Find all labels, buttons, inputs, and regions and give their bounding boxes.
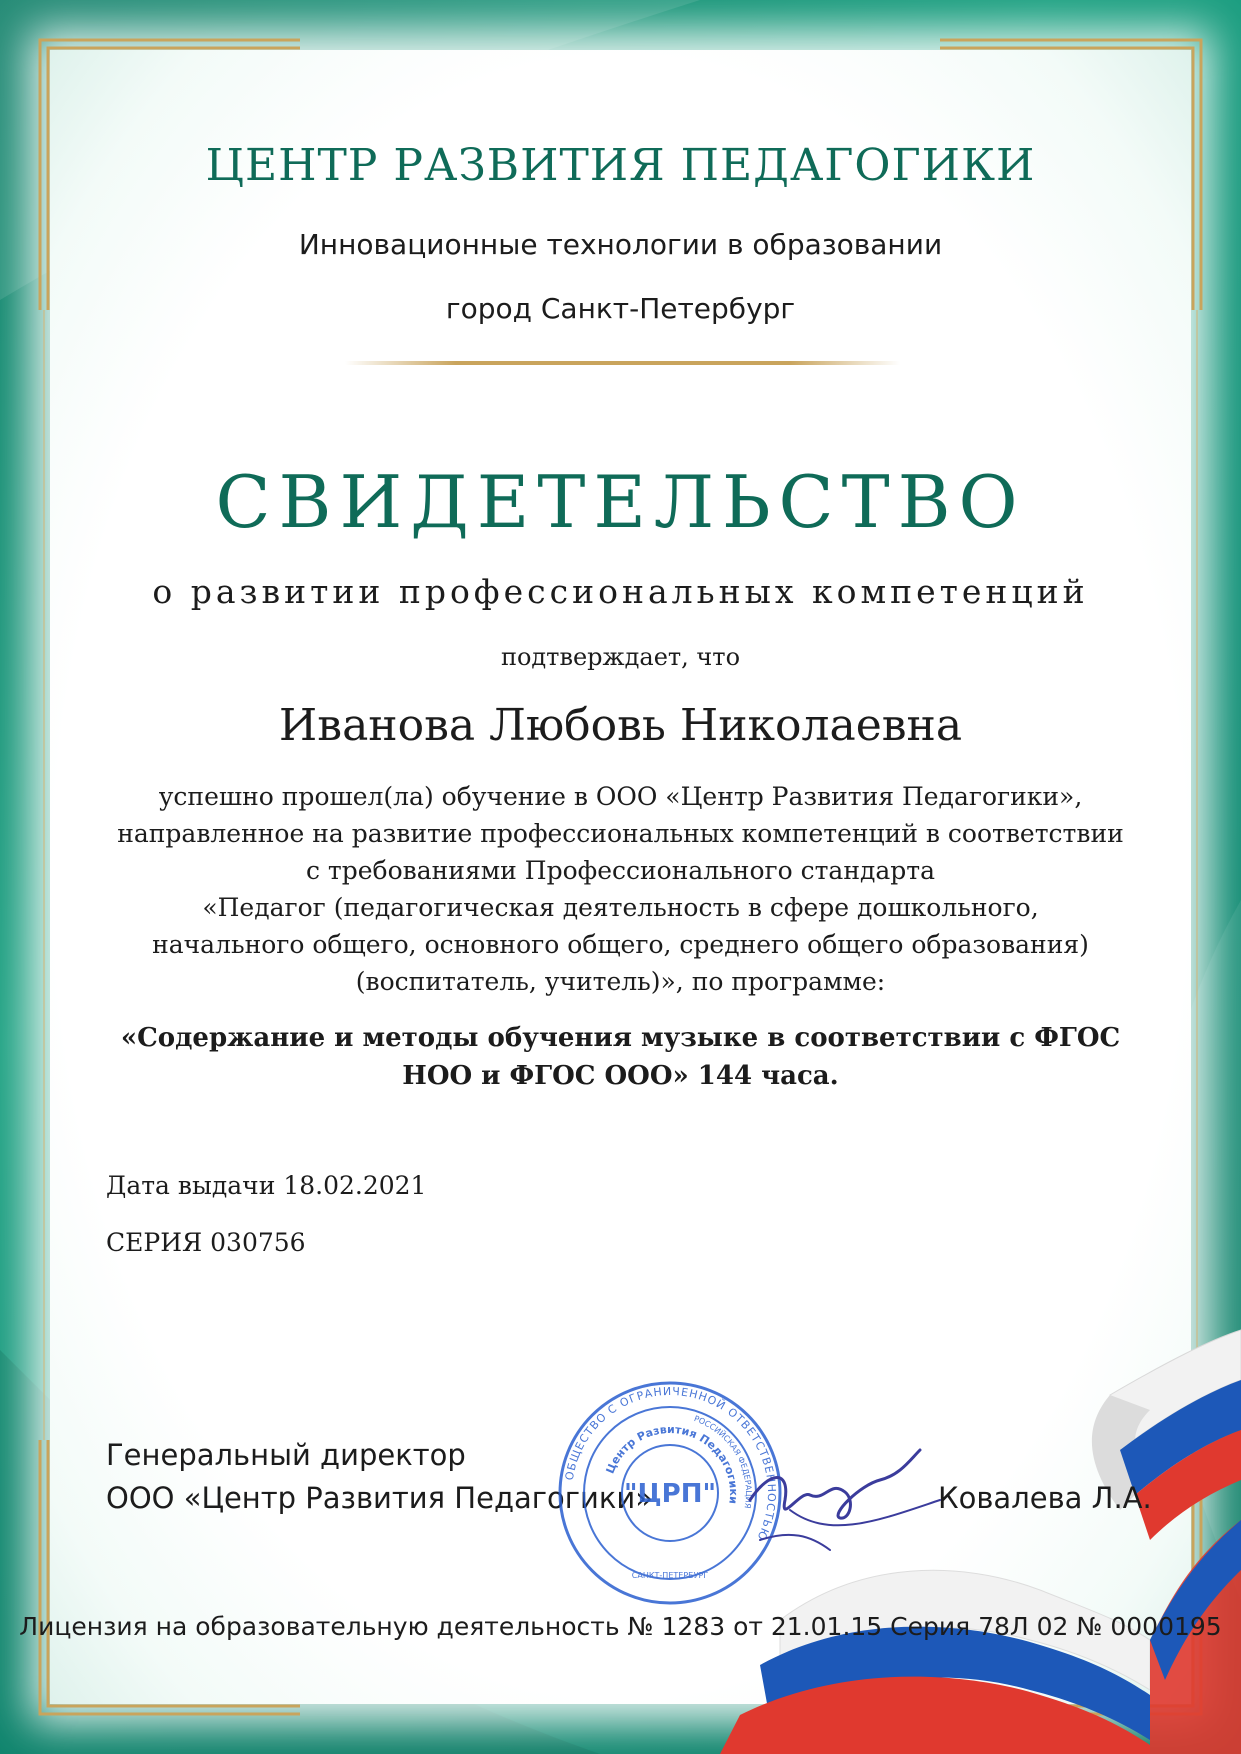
certificate-series: СЕРИЯ 030756 [106,1228,306,1257]
signatory-name: Ковалева Л.А. [938,1481,1152,1515]
issue-date: Дата выдачи 18.02.2021 [106,1171,427,1200]
handwritten-signature [730,1440,950,1560]
stamp-center-text: "ЦРП" [623,1479,717,1509]
body-line: успешно прошел(ла) обучение в ООО «Центр Развития Педагогики», [158,782,1083,811]
organization-city: город Санкт-Петербург [445,292,796,325]
organization-name: ЦЕНТР РАЗВИТИЯ ПЕДАГОГИКИ [205,140,1036,191]
organization-tagline: Инновационные технологии в образовании [298,228,943,261]
body-line: направленное на развитие профессиональных компетенций в соответствии [117,819,1124,848]
recipient-name: Иванова Любовь Николаевна [278,700,963,751]
body-line: начального общего, основного общего, среднего общего образования) [152,930,1089,959]
body-line: (воспитатель, учитель)», по программе: [355,967,886,996]
body-line: с требованиями Профессионального стандарта [305,856,936,885]
license-info: Лицензия на образовательную деятельность № 1283 от 21.01.15 Серия 78Л 02 № 0000195 [19,1612,1222,1641]
signatory-position: Генеральный директор [106,1438,466,1472]
confirms-text: подтверждает, что [500,643,741,671]
program-line: «Содержание и методы обучения музыке в соответствии с ФГОС [120,1023,1121,1053]
program-line: НОО и ФГОС ООО» 144 часа. [402,1061,839,1091]
stamp-middle-text: РОССИЙСКАЯ ФЕДЕРАЦИЯ [692,1414,754,1510]
body-line: «Педагог (педагогическая деятельность в сфере дошкольного, [202,893,1039,922]
stamp-inner-text: Центр Развития Педагогики [603,1422,741,1505]
stamp-outer-text: ОБЩЕСТВО С ОГРАНИЧЕННОЙ ОТВЕТСТВЕННОСТЬЮ [562,1384,779,1543]
stamp-bottom-text: САНКТ-ПЕТЕРБУРГ [631,1571,709,1580]
certificate-title: СВИДЕТЕЛЬСТВО [215,460,1026,544]
signatory-company: ООО «Центр Развития Педагогики» [106,1481,653,1515]
certificate-subtitle: о развитии профессиональных компетенций [152,572,1089,611]
